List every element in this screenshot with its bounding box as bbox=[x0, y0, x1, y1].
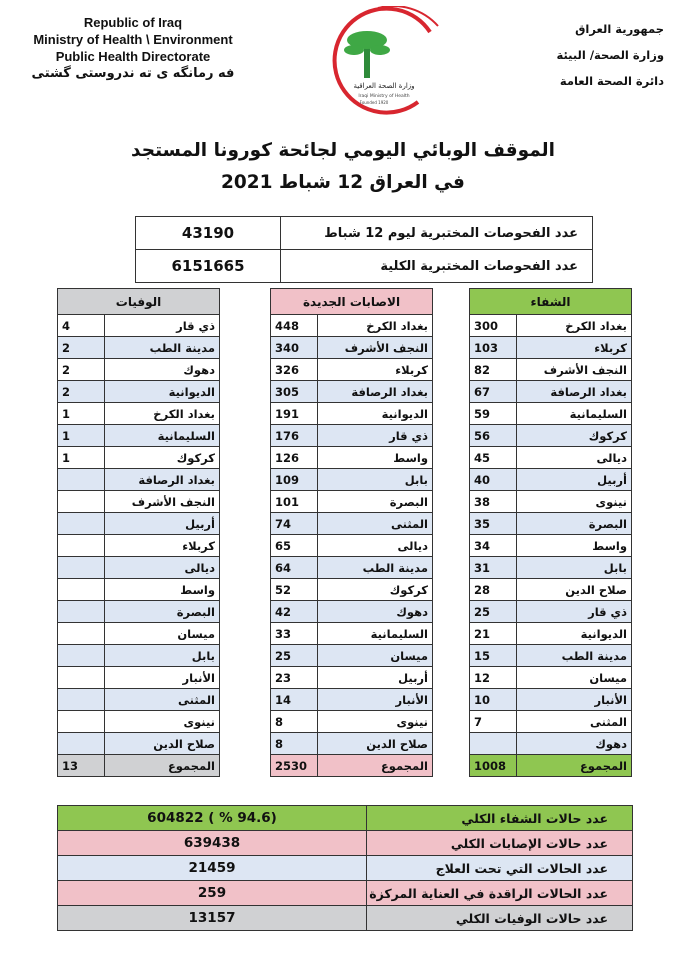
cases-row bbox=[271, 381, 433, 403]
deaths-governorate: كربلاء bbox=[105, 535, 220, 557]
recoveries-row bbox=[470, 469, 632, 491]
cases-row bbox=[271, 689, 433, 711]
deaths-count bbox=[58, 623, 105, 645]
recoveries-count: 34 bbox=[470, 535, 517, 557]
cases-governorate: صلاح الدين bbox=[318, 733, 433, 755]
summary-value: 639438 bbox=[58, 831, 367, 856]
recoveries-count: 40 bbox=[470, 469, 517, 491]
recoveries-row bbox=[470, 513, 632, 535]
header-en-line: Ministry of Health \ Environment bbox=[33, 32, 233, 47]
recoveries-row bbox=[470, 315, 632, 337]
cases-count: 448 bbox=[271, 315, 318, 337]
tests-daily-label: عدد الفحوصات المختبرية ليوم 12 شباط bbox=[281, 217, 593, 250]
summary-row bbox=[58, 831, 633, 856]
cases-total-row bbox=[271, 755, 433, 777]
cases-count: 101 bbox=[271, 491, 318, 513]
recoveries-row bbox=[470, 579, 632, 601]
recoveries-count: 25 bbox=[470, 601, 517, 623]
cases-row bbox=[271, 535, 433, 557]
cases-count: 8 bbox=[271, 711, 318, 733]
deaths-governorate: المثنى bbox=[105, 689, 220, 711]
recoveries-row bbox=[470, 381, 632, 403]
cases-row bbox=[271, 711, 433, 733]
deaths-governorate: ذي قار bbox=[105, 315, 220, 337]
deaths-governorate: الأنبار bbox=[105, 667, 220, 689]
tests-row-daily bbox=[136, 217, 593, 250]
summary-label: عدد الحالات التي تحت العلاج bbox=[367, 856, 633, 881]
recoveries-governorate: نينوى bbox=[517, 491, 632, 513]
cases-count: 305 bbox=[271, 381, 318, 403]
recoveries-count: 31 bbox=[470, 557, 517, 579]
recoveries-governorate: بغداد الرصافة bbox=[517, 381, 632, 403]
recoveries-governorate: الأنبار bbox=[517, 689, 632, 711]
deaths-total-row bbox=[58, 755, 220, 777]
recoveries-count: 300 bbox=[470, 315, 517, 337]
recoveries-governorate: مدينة الطب bbox=[517, 645, 632, 667]
deaths-count: 2 bbox=[58, 337, 105, 359]
deaths-governorate: دهوك bbox=[105, 359, 220, 381]
deaths-governorate: واسط bbox=[105, 579, 220, 601]
recoveries-governorate: بابل bbox=[517, 557, 632, 579]
cases-row bbox=[271, 601, 433, 623]
cases-governorate: ميسان bbox=[318, 645, 433, 667]
deaths-count bbox=[58, 535, 105, 557]
summary-label: عدد حالات الإصابات الكلي bbox=[367, 831, 633, 856]
deaths-row bbox=[58, 403, 220, 425]
deaths-row bbox=[58, 623, 220, 645]
cases-total-label: المجموع bbox=[318, 755, 433, 777]
deaths-count bbox=[58, 491, 105, 513]
recoveries-governorate: كربلاء bbox=[517, 337, 632, 359]
recoveries-governorate: البصرة bbox=[517, 513, 632, 535]
summary-row bbox=[58, 881, 633, 906]
cases-count: 8 bbox=[271, 733, 318, 755]
recoveries-count: 59 bbox=[470, 403, 517, 425]
deaths-count bbox=[58, 557, 105, 579]
header-ar-line: دائرة الصحة العامة bbox=[559, 74, 664, 88]
deaths-row bbox=[58, 381, 220, 403]
cases-count: 33 bbox=[271, 623, 318, 645]
recoveries-count: 12 bbox=[470, 667, 517, 689]
cases-count: 340 bbox=[271, 337, 318, 359]
summary-label: عدد الحالات الراقدة في العناية المركزة bbox=[367, 881, 633, 906]
recoveries-governorate: ميسان bbox=[517, 667, 632, 689]
deaths-row bbox=[58, 579, 220, 601]
recoveries-count: 35 bbox=[470, 513, 517, 535]
deaths-count bbox=[58, 513, 105, 535]
deaths-row bbox=[58, 359, 220, 381]
deaths-count bbox=[58, 469, 105, 491]
recoveries-governorate: المثنى bbox=[517, 711, 632, 733]
header-kurdish-line: فه رمانگه ى ته ندروستى گشتى bbox=[31, 66, 235, 81]
deaths-governorate: بغداد الكرخ bbox=[105, 403, 220, 425]
recoveries-governorate: دهوك bbox=[517, 733, 632, 755]
cases-count: 42 bbox=[271, 601, 318, 623]
tests-total-value: 6151665 bbox=[136, 250, 281, 283]
deaths-row bbox=[58, 689, 220, 711]
cases-row bbox=[271, 337, 433, 359]
recoveries-header-row bbox=[470, 289, 632, 315]
header-ar-line: وزارة الصحة/ البيئة bbox=[556, 48, 664, 62]
cases-governorate: ذي قار bbox=[318, 425, 433, 447]
recoveries-count: 82 bbox=[470, 359, 517, 381]
cases-row bbox=[271, 733, 433, 755]
deaths-governorate: الديوانية bbox=[105, 381, 220, 403]
recoveries-count: 56 bbox=[470, 425, 517, 447]
cases-count: 109 bbox=[271, 469, 318, 491]
recoveries-count: 10 bbox=[470, 689, 517, 711]
cases-governorate: النجف الأشرف bbox=[318, 337, 433, 359]
recoveries-count: 103 bbox=[470, 337, 517, 359]
deaths-governorate: نينوى bbox=[105, 711, 220, 733]
ministry-logo bbox=[318, 6, 448, 116]
tests-total-label: عدد الفحوصات المختبرية الكلية bbox=[281, 250, 593, 283]
deaths-count: 4 bbox=[58, 315, 105, 337]
cases-count: 326 bbox=[271, 359, 318, 381]
cases-governorate: نينوى bbox=[318, 711, 433, 733]
recoveries-row bbox=[470, 557, 632, 579]
recoveries-row bbox=[470, 733, 632, 755]
recoveries-row bbox=[470, 689, 632, 711]
deaths-count bbox=[58, 733, 105, 755]
deaths-governorate: النجف الأشرف bbox=[105, 491, 220, 513]
summary-value: 259 bbox=[58, 881, 367, 906]
cases-governorate: بغداد الكرخ bbox=[318, 315, 433, 337]
deaths-count: 1 bbox=[58, 447, 105, 469]
recoveries-row bbox=[470, 535, 632, 557]
cases-row bbox=[271, 315, 433, 337]
header-en-line: Public Health Directorate bbox=[55, 49, 211, 64]
recoveries-governorate: صلاح الدين bbox=[517, 579, 632, 601]
deaths-total-label: المجموع bbox=[105, 755, 220, 777]
deaths-count: 2 bbox=[58, 381, 105, 403]
deaths-row bbox=[58, 535, 220, 557]
deaths-count bbox=[58, 711, 105, 733]
recoveries-count: 15 bbox=[470, 645, 517, 667]
cases-count: 64 bbox=[271, 557, 318, 579]
recoveries-count: 38 bbox=[470, 491, 517, 513]
cases-total: 2530 bbox=[271, 755, 318, 777]
deaths-count bbox=[58, 579, 105, 601]
deaths-governorate: ميسان bbox=[105, 623, 220, 645]
deaths-count: 2 bbox=[58, 359, 105, 381]
recoveries-row bbox=[470, 359, 632, 381]
recoveries-row bbox=[470, 623, 632, 645]
recoveries-total: 1008 bbox=[470, 755, 517, 777]
cases-count: 52 bbox=[271, 579, 318, 601]
deaths-count: 1 bbox=[58, 425, 105, 447]
header-en-line: Republic of Iraq bbox=[83, 15, 183, 30]
deaths-governorate: أربيل bbox=[105, 513, 220, 535]
deaths-table bbox=[57, 288, 220, 777]
cases-row bbox=[271, 557, 433, 579]
cases-row bbox=[271, 513, 433, 535]
deaths-governorate: بابل bbox=[105, 645, 220, 667]
cases-row bbox=[271, 359, 433, 381]
report-date: في العراق 12 شباط 2021 bbox=[221, 172, 465, 193]
recoveries-row bbox=[470, 667, 632, 689]
logo-arabic-text: وزارة الصحة العراقية bbox=[353, 82, 415, 90]
recoveries-governorate: الديوانية bbox=[517, 623, 632, 645]
cases-governorate: واسط bbox=[318, 447, 433, 469]
recoveries-count: 28 bbox=[470, 579, 517, 601]
header-english bbox=[18, 14, 248, 82]
recoveries-count bbox=[470, 733, 517, 755]
cases-count: 126 bbox=[271, 447, 318, 469]
deaths-governorate: مدينة الطب bbox=[105, 337, 220, 359]
deaths-governorate: ديالى bbox=[105, 557, 220, 579]
summary-row bbox=[58, 856, 633, 881]
deaths-row bbox=[58, 601, 220, 623]
cases-governorate: أربيل bbox=[318, 667, 433, 689]
summary-row bbox=[58, 806, 633, 831]
cases-row bbox=[271, 579, 433, 601]
recoveries-governorate: ديالى bbox=[517, 447, 632, 469]
recoveries-title: الشفاء bbox=[470, 289, 632, 315]
recoveries-row bbox=[470, 337, 632, 359]
cases-governorate: الديوانية bbox=[318, 403, 433, 425]
recoveries-total-label: المجموع bbox=[517, 755, 632, 777]
cases-governorate: البصرة bbox=[318, 491, 433, 513]
summary-table bbox=[57, 805, 633, 931]
recoveries-governorate: ذي قار bbox=[517, 601, 632, 623]
cases-row bbox=[271, 645, 433, 667]
cases-governorate: بابل bbox=[318, 469, 433, 491]
recoveries-count: 67 bbox=[470, 381, 517, 403]
deaths-row bbox=[58, 469, 220, 491]
deaths-governorate: بغداد الرصافة bbox=[105, 469, 220, 491]
header-ar-line: جمهورية العراق bbox=[575, 22, 664, 36]
cases-governorate: ديالى bbox=[318, 535, 433, 557]
cases-count: 191 bbox=[271, 403, 318, 425]
cases-count: 14 bbox=[271, 689, 318, 711]
cases-count: 74 bbox=[271, 513, 318, 535]
header-arabic bbox=[524, 16, 664, 94]
summary-value: 604822 ( % 94.6) bbox=[58, 806, 367, 831]
recoveries-governorate: السليمانية bbox=[517, 403, 632, 425]
deaths-row bbox=[58, 337, 220, 359]
cases-count: 25 bbox=[271, 645, 318, 667]
deaths-row bbox=[58, 733, 220, 755]
summary-row bbox=[58, 906, 633, 931]
cases-row bbox=[271, 491, 433, 513]
cases-header-row bbox=[271, 289, 433, 315]
deaths-header-row bbox=[58, 289, 220, 315]
recoveries-row bbox=[470, 447, 632, 469]
deaths-count bbox=[58, 689, 105, 711]
cases-row bbox=[271, 447, 433, 469]
deaths-row bbox=[58, 711, 220, 733]
logo-english-text: Iraqi Ministry of Health bbox=[358, 94, 410, 99]
recoveries-governorate: بغداد الكرخ bbox=[517, 315, 632, 337]
cases-count: 176 bbox=[271, 425, 318, 447]
recoveries-row bbox=[470, 491, 632, 513]
cases-row bbox=[271, 469, 433, 491]
tests-row-total bbox=[136, 250, 593, 283]
deaths-row bbox=[58, 667, 220, 689]
cases-row bbox=[271, 403, 433, 425]
recoveries-table bbox=[469, 288, 632, 777]
summary-label: عدد حالات الوفيات الكلي bbox=[367, 906, 633, 931]
cases-governorate: بغداد الرصافة bbox=[318, 381, 433, 403]
recoveries-count: 45 bbox=[470, 447, 517, 469]
recoveries-row bbox=[470, 425, 632, 447]
summary-label: عدد حالات الشفاء الكلي bbox=[367, 806, 633, 831]
tests-daily-value: 43190 bbox=[136, 217, 281, 250]
deaths-row bbox=[58, 425, 220, 447]
summary-value: 21459 bbox=[58, 856, 367, 881]
cases-governorate: كركوك bbox=[318, 579, 433, 601]
recoveries-row bbox=[470, 711, 632, 733]
deaths-row bbox=[58, 557, 220, 579]
deaths-count: 1 bbox=[58, 403, 105, 425]
new-cases-table bbox=[270, 288, 433, 777]
deaths-row bbox=[58, 315, 220, 337]
recoveries-governorate: أربيل bbox=[517, 469, 632, 491]
recoveries-count: 21 bbox=[470, 623, 517, 645]
cases-governorate: المثنى bbox=[318, 513, 433, 535]
recoveries-governorate: واسط bbox=[517, 535, 632, 557]
cases-governorate: السليمانية bbox=[318, 623, 433, 645]
cases-row bbox=[271, 425, 433, 447]
deaths-row bbox=[58, 491, 220, 513]
deaths-count bbox=[58, 601, 105, 623]
deaths-governorate: السليمانية bbox=[105, 425, 220, 447]
logo-year-text: Founded 1920 bbox=[359, 100, 389, 105]
recoveries-row bbox=[470, 601, 632, 623]
deaths-governorate: البصرة bbox=[105, 601, 220, 623]
cases-governorate: مدينة الطب bbox=[318, 557, 433, 579]
tests-table bbox=[135, 216, 593, 283]
recoveries-governorate: كركوك bbox=[517, 425, 632, 447]
deaths-count bbox=[58, 645, 105, 667]
deaths-row bbox=[58, 513, 220, 535]
deaths-row bbox=[58, 447, 220, 469]
deaths-count bbox=[58, 667, 105, 689]
cases-row bbox=[271, 623, 433, 645]
deaths-title: الوفيات bbox=[58, 289, 220, 315]
report-title: الموقف الوبائي اليومي لجائحة كورونا المستجد bbox=[131, 140, 555, 161]
recoveries-row bbox=[470, 403, 632, 425]
recoveries-governorate: النجف الأشرف bbox=[517, 359, 632, 381]
recoveries-total-row bbox=[470, 755, 632, 777]
deaths-row bbox=[58, 645, 220, 667]
summary-value: 13157 bbox=[58, 906, 367, 931]
cases-row bbox=[271, 667, 433, 689]
recoveries-row bbox=[470, 645, 632, 667]
cases-governorate: دهوك bbox=[318, 601, 433, 623]
cases-title: الاصابات الجديدة bbox=[271, 289, 433, 315]
recoveries-count: 7 bbox=[470, 711, 517, 733]
cases-count: 65 bbox=[271, 535, 318, 557]
deaths-governorate: صلاح الدين bbox=[105, 733, 220, 755]
cases-governorate: كربلاء bbox=[318, 359, 433, 381]
deaths-governorate: كركوك bbox=[105, 447, 220, 469]
cases-governorate: الأنبار bbox=[318, 689, 433, 711]
cases-count: 23 bbox=[271, 667, 318, 689]
deaths-total: 13 bbox=[58, 755, 105, 777]
